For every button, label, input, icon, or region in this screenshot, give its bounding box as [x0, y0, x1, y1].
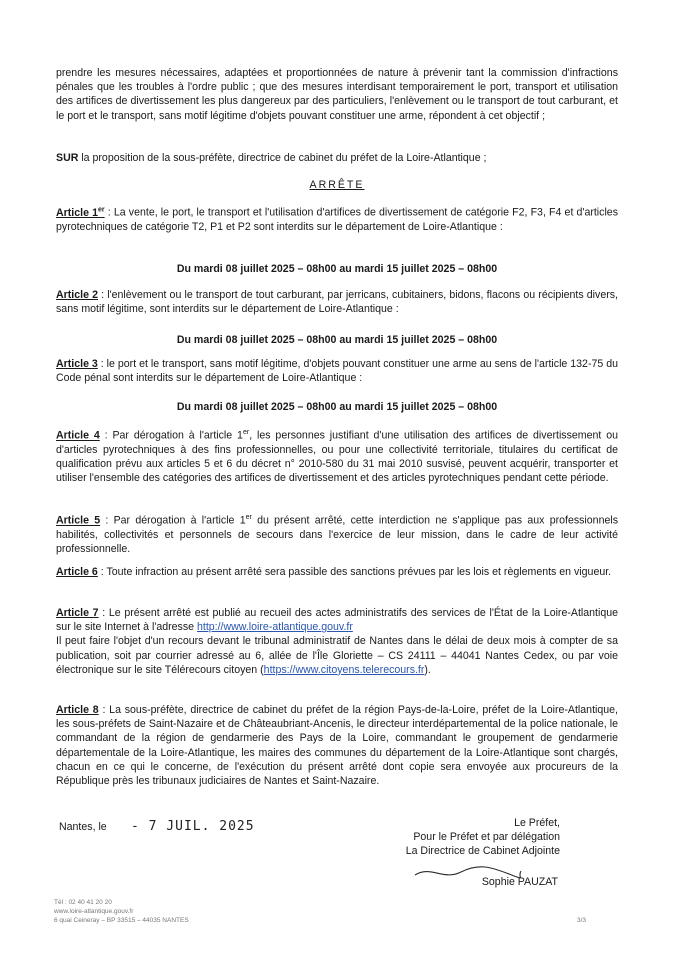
date-line-1: Du mardi 08 juillet 2025 – 08h00 au mardi 15 juillet 2025 – 08h00	[176, 263, 498, 275]
article-3	[56, 357, 618, 385]
article-6	[56, 565, 618, 579]
article-7: Article 7 : Le présent arrêté est publié au recueil des actes administratifs des services de l'État de la Loire-Atlantique sur le site Internet à l'adresse http://www.loire-atlantique.gouv.fr Il peut faire l'objet d'un recours devant le tribunal administratif de Nantes dans le délai de deux mois à compter de sa publication, soit par courrier adressé au 6, allée de l'Île Gloriette – CS 24111 – 44041 Nantes Cedex, ou par voie électronique sur le site Télérecours citoyen (https://www.citoyens.telerecours.fr).	[56, 607, 618, 676]
signatory-name: Sophie PAUZAT	[481, 876, 558, 888]
article-8	[56, 703, 618, 788]
article-6-text: : Toute infraction au présent arrêté sera passible des sanctions prévues par les lois et règlements en vigueur.	[97, 566, 612, 578]
arrete-heading	[56, 178, 618, 192]
prefecture-website-link[interactable]: http://www.loire-atlantique.gouv.fr	[197, 621, 353, 634]
arrete-title: ARRÊTE	[309, 179, 365, 191]
article-2-text: : l'enlèvement ou le transport de tout carburant, par jerricans, cubitainers, bidons, flacons ou récipients divers, sans motif légitime, sont interdits sur le département de Loire-Atlantique :	[56, 289, 618, 316]
signature-role: La Directrice de Cabinet Adjointe	[405, 845, 560, 857]
signature-date-stamp: - 7 JUIL. 2025	[131, 819, 255, 834]
article-8-text: : La sous-préfète, directrice de cabinet du préfet de la région Pays-de-la-Loire, préfet de la Loire-Atlantique, les sous-préfets de Saint-Nazaire et de Châteaubriant-Ancenis, le directeur interdépartemental de la police nationale, le commandant de la région de gendarmerie des Pays de la Loire, commandant le groupement de gendarmerie départementale de la Loire-Atlantique, les maires des communes du département de la Loire-Atlantique sont chargés, chacun en ce qui le concerne, de l'exécution du présent arrêté dont copie sera envoyée aux procureurs de la République près les tribunaux judiciaires de Nantes et Saint-Nazaire.	[56, 704, 618, 788]
article-7-label: Article 7	[56, 607, 99, 619]
article-4-text: , les personnes justifiant d'une utilisation des artifices de divertissement ou d'articles pyrotechniques à des fins professionnelles, ou pour une collectivité territoriale, titulaires du certificat de qualification prévu aux articles 5 et 6 du décret n° 2010-580 du 31 mai 2010 susvisé, peuvent acquérir, transporter et utiliser l'ensemble des catégories des artifices de divertissement et des articles pyrotechniques pendant cette période.	[56, 429, 619, 485]
intro-paragraph: prendre les mesures nécessaires, adaptées et proportionnées de nature à prévenir tant la commission d'infractions pénales que les troubles à l'ordre public ; que des mesures interdisant temporairement le port, transport et utilisation des artifices de divertissement les plus dangereux par des particuliers, l'enlèvement ou le transport de tout carburant, et le port et le transport, sans motif légitime d'objets pouvant constituer une arme, répondent à cet objectif ;	[56, 67, 618, 122]
article-2	[56, 288, 618, 316]
footer-phone: Tél : 02 40 41 20 20	[54, 899, 112, 906]
article-3-label: Article 3	[56, 358, 98, 370]
article-1	[56, 203, 618, 234]
sur-paragraph	[56, 151, 618, 165]
signature-title: Le Préfet,	[514, 817, 560, 829]
article-5-text: du présent arrêté, cette interdiction ne s'applique pas aux professionnels habilités, collectivités et personnels de secours dans l'exercice de leur mission, dans le cadre de leur activité professionnelle.	[56, 514, 619, 555]
signature-place: Nantes, le	[59, 821, 107, 833]
footer-address: 6 quai Ceineray – BP 33515 – 44035 NANTES	[54, 917, 189, 924]
article-4-label: Article 4	[56, 429, 100, 442]
sur-label: SUR	[56, 152, 79, 164]
footer-website: www.loire-atlantique.gouv.fr	[54, 908, 134, 915]
article-5-label: Article 5	[56, 514, 101, 527]
article-6-label: Article 6	[56, 566, 98, 578]
article-1-text: : La vente, le port, le transport et l'utilisation d'artifices de divertissement de catégorie F2, F3, F4 et d'articles pyrotechniques de catégorie T2, P1 et P2 sont interdits sur le département de Loire-Atlantique :	[56, 206, 618, 233]
date-line-3: Du mardi 08 juillet 2025 – 08h00 au mardi 15 juillet 2025 – 08h00	[176, 401, 498, 413]
sur-text: la proposition de la sous-préfète, directrice de cabinet du préfet de la Loire-Atlantique ;	[78, 152, 487, 164]
date-line-2: Du mardi 08 juillet 2025 – 08h00 au mardi 15 juillet 2025 – 08h00	[176, 334, 498, 346]
article-4: Article 4 : Par dérogation à l'article 1er, les personnes justifiant d'une utilisation des artifices de divertissement ou d'articles pyrotechniques à des fins professionnelles, ou pour une collectivité territoriale, titulaires du certificat de qualification prévu aux articles 5 et 6 du décret n° 2010-580 du 31 mai 2010 susvisé, peuvent acquérir, transporter et utiliser l'ensemble des catégories des artifices de divertissement et des articles pyrotechniques pendant cette période.	[56, 429, 619, 485]
article-1-label: Article 1er	[56, 206, 105, 219]
signature-delegation: Pour le Préfet et par délégation	[413, 831, 560, 843]
article-8-label: Article 8	[56, 704, 99, 716]
article-5: Article 5 : Par dérogation à l'article 1er du présent arrêté, cette interdiction ne s'applique pas aux professionnels habilités, collectivités et personnels de secours dans l'exercice de leur mission, dans le cadre de leur activité professionnelle.	[56, 514, 619, 555]
page-number: 3/3	[576, 917, 586, 924]
article-3-text: : le port et le transport, sans motif légitime, d'objets pouvant constituer une arme au sens de l'article 132-75 du Code pénal sont interdits sur le département de Loire-Atlantique :	[56, 358, 619, 385]
article-2-label: Article 2	[56, 289, 99, 301]
telerecours-link[interactable]: https://www.citoyens.telerecours.fr	[263, 663, 425, 676]
